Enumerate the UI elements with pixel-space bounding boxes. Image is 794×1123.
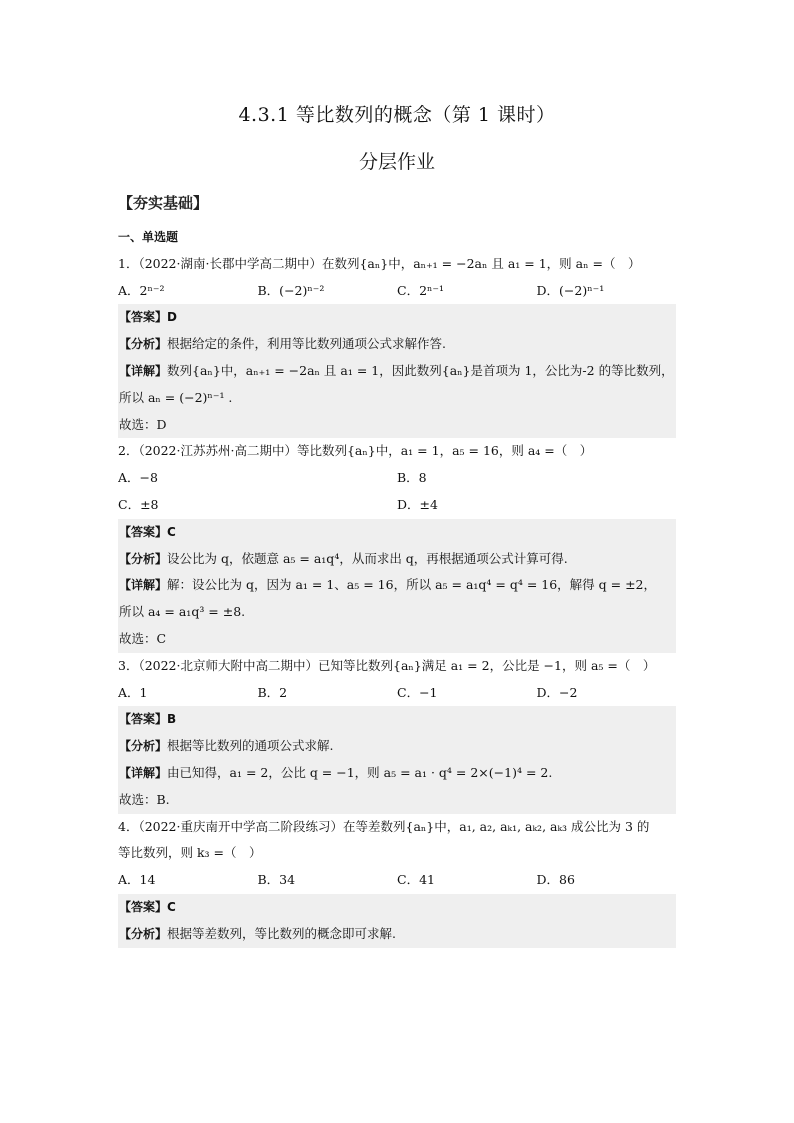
answer-line: 【答案】C: [118, 519, 676, 546]
analysis-text: 设公比为 q，依题意 a₅ = a₁q⁴，从而求出 q，再根据通项公式计算可得.: [167, 550, 568, 566]
option-c: C．41: [397, 872, 435, 888]
option-a: A．−8: [118, 470, 158, 486]
question-stem: 2．（2022·江苏苏州·高二期中）等比数列{aₙ}中，a₁ = 1，a₅ = 16，则 a₄ =（ ）: [118, 443, 593, 459]
detail-line-2: 所以 aₙ = (−2)ⁿ⁻¹ .: [118, 385, 676, 412]
option-c: C．2ⁿ⁻¹: [397, 282, 445, 298]
analysis-line: [118, 733, 676, 760]
answer-line: 【答案】C: [118, 894, 676, 921]
detail-label: 【详解】: [119, 765, 168, 780]
detail-text: 由已知得，a₁ = 2，公比 q = −1，则 a₅ = a₁ · q⁴ = 2×(−1)⁴ = 2.: [167, 764, 553, 780]
page-title: 4.3.1 等比数列的概念（第 1 课时）: [238, 104, 556, 126]
option-a: A．2ⁿ⁻²: [118, 282, 165, 298]
detail-text: 数列{aₙ}中，aₙ₊₁ = −2aₙ 且 a₁ = 1，因此数列{aₙ}是首项为 1，公比为-2 的等比数列，: [167, 362, 674, 378]
section-heading: 【夯实基础】: [118, 194, 209, 212]
analysis-label: 【分析】: [119, 551, 168, 566]
question-stem: 1．（2022·湖南·长郡中学高二期中）在数列{aₙ}中，aₙ₊₁ = −2aₙ 且 a₁ = 1，则 aₙ =（ ）: [118, 255, 641, 271]
detail-line: [118, 572, 676, 599]
option-row: [118, 278, 676, 305]
analysis-text: 根据等差数列，等比数列的概念即可求解.: [167, 925, 396, 941]
analysis-text: 根据给定的条件，利用等比数列通项公式求解作答.: [167, 336, 446, 352]
option-row: [118, 492, 676, 519]
analysis-label: 【分析】: [119, 739, 168, 754]
option-row: [118, 465, 676, 492]
option-d: D．−2: [536, 684, 578, 700]
option-row: [118, 680, 676, 707]
analysis-label: 【分析】: [119, 926, 168, 941]
detail-line: [118, 760, 676, 787]
detail-label: 【详解】: [119, 363, 168, 378]
option-c: C．±8: [118, 496, 159, 512]
answer-line: 【答案】D: [118, 304, 676, 331]
analysis-line: [118, 921, 676, 948]
choose-line: 故选：C: [118, 626, 676, 653]
option-c: C．−1: [397, 684, 438, 700]
option-b: B．(−2)ⁿ⁻²: [257, 282, 325, 298]
option-d: D．86: [536, 872, 575, 888]
option-row: [118, 867, 676, 894]
detail-line: [118, 358, 676, 385]
analysis-label: 【分析】: [119, 337, 168, 352]
option-d: D．(−2)ⁿ⁻¹: [536, 282, 605, 298]
option-d: D．±4: [397, 496, 438, 512]
analysis-text: 根据等比数列的通项公式求解.: [167, 738, 334, 754]
detail-line-2: 所以 a₄ = a₁q³ = ±8.: [118, 599, 676, 626]
detail-text: 解：设公比为 q，因为 a₁ = 1、a₅ = 16，所以 a₅ = a₁q⁴ = q⁴ = 16，解得 q = ±2，: [167, 577, 657, 593]
analysis-line: [118, 546, 676, 573]
group-heading: 一、单选题: [118, 230, 179, 244]
analysis-line: [118, 331, 676, 358]
option-b: B．34: [257, 872, 296, 888]
question-list: [118, 224, 676, 948]
page-subtitle: 分层作业: [358, 151, 435, 173]
question-stem: 4．（2022·重庆南开中学高二阶段练习）在等差数列{aₙ}中，a₁, a₂, aₖ₁, aₖ₂, aₖ₃ 成公比为 3 的: [118, 818, 650, 834]
option-b: B．2: [257, 684, 288, 700]
detail-label: 【详解】: [119, 578, 168, 593]
choose-line: 故选：D: [118, 412, 676, 439]
option-a: A．14: [118, 872, 156, 888]
choose-line: 故选：B.: [118, 787, 676, 814]
option-b: B．8: [397, 470, 427, 486]
option-a: A．1: [118, 684, 148, 700]
question-stem: 3．（2022·北京师大附中高二期中）已知等比数列{aₙ}满足 a₁ = 2，公比是 −1，则 a₅ =（ ）: [118, 657, 656, 673]
answer-line: 【答案】B: [118, 706, 676, 733]
question-stem-2: 等比数列，则 k₃ =（ ）: [118, 845, 262, 861]
